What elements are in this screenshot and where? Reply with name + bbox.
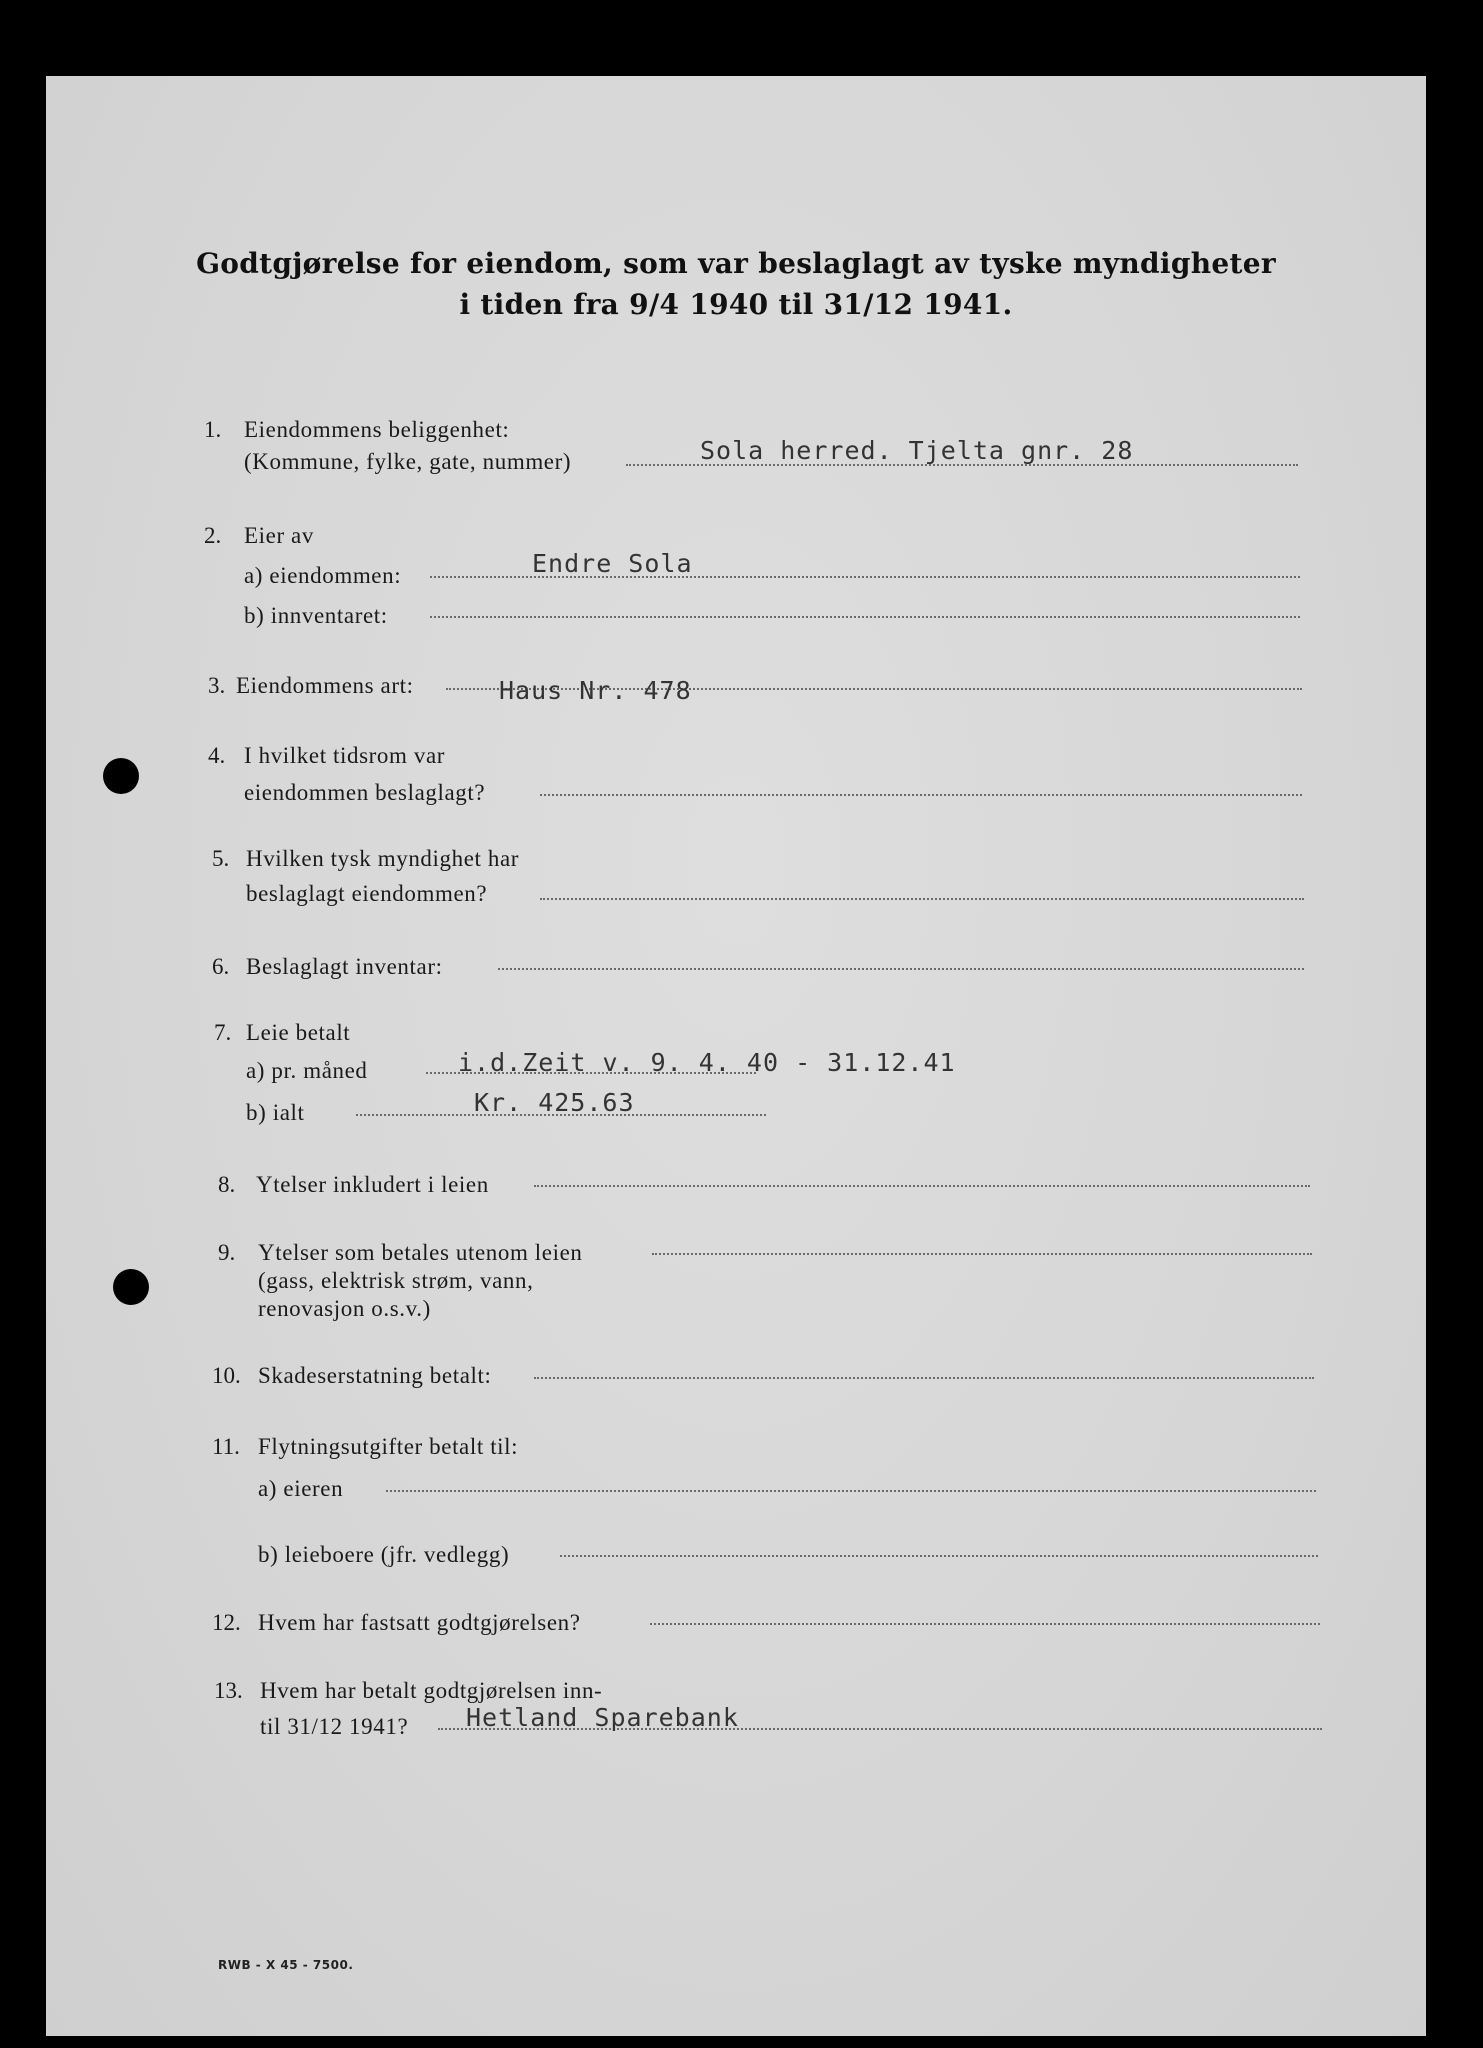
item-label: Hvilken tysk myndighet har xyxy=(246,846,520,871)
item-label: b) leieboere (jfr. vedlegg) xyxy=(258,1542,510,1567)
item-label: b) ialt xyxy=(246,1100,305,1125)
answer-line xyxy=(540,898,1304,900)
punch-hole xyxy=(113,1269,149,1305)
answer-text: Haus Nr. 478 xyxy=(499,676,692,705)
item-number: 1. xyxy=(204,417,222,442)
punch-hole xyxy=(103,758,139,794)
answer-line xyxy=(652,1253,1312,1255)
item-number: 3. xyxy=(208,673,226,698)
item-label: beslaglagt eiendommen? xyxy=(246,881,488,906)
answer-line xyxy=(498,968,1304,970)
item-number: 12. xyxy=(212,1610,241,1635)
item-number: 7. xyxy=(214,1020,232,1045)
item-label: Eiendommens art: xyxy=(236,673,414,698)
item-label: a) eieren xyxy=(258,1476,344,1501)
form-title: Godtgjørelse for eiendom, som var beslaglagt av tyske myndigheter xyxy=(196,247,1276,280)
item-label: Leie betalt xyxy=(246,1020,351,1045)
item-label: til 31/12 1941? xyxy=(260,1714,409,1739)
item-label: Eiendommens beliggenhet: xyxy=(244,417,510,442)
form-subtitle: i tiden fra 9/4 1940 til 31/12 1941. xyxy=(459,288,1013,321)
item-label: renovasjon o.s.v.) xyxy=(258,1296,431,1321)
item-label: Beslaglagt inventar: xyxy=(246,954,443,979)
item-label: Hvem har betalt godtgjørelsen inn- xyxy=(260,1678,603,1703)
item-number: 4. xyxy=(208,743,226,768)
item-label: Ytelser inkludert i leien xyxy=(256,1172,489,1197)
answer-text: Endre Sola xyxy=(532,549,693,578)
answer-text: i.d.Zeit v. 9. 4. 40 - 31.12.41 xyxy=(458,1048,956,1077)
item-number: 8. xyxy=(218,1172,236,1197)
item-label: Flytningsutgifter betalt til: xyxy=(258,1434,519,1459)
answer-line xyxy=(430,616,1300,618)
item-label: eiendommen beslaglagt? xyxy=(244,780,486,805)
answer-line xyxy=(540,794,1302,796)
answer-line xyxy=(386,1490,1316,1492)
answer-text: Kr. 425.63 xyxy=(474,1088,635,1117)
answer-line xyxy=(560,1555,1318,1557)
item-number: 6. xyxy=(212,954,230,979)
item-number: 2. xyxy=(204,523,222,548)
item-number: 10. xyxy=(212,1363,241,1388)
item-label: a) eiendommen: xyxy=(244,563,402,588)
form-code: RWB - X 45 - 7500. xyxy=(218,1958,354,1972)
item-number: 5. xyxy=(212,846,230,871)
item-label: I hvilket tidsrom var xyxy=(244,743,446,768)
form-page xyxy=(46,76,1426,2036)
item-number: 11. xyxy=(212,1434,240,1459)
item-label: (gass, elektrisk strøm, vann, xyxy=(258,1268,534,1293)
item-number: 9. xyxy=(218,1240,236,1265)
item-label: Ytelser som betales utenom leien xyxy=(258,1240,583,1265)
answer-text: Sola herred. Tjelta gnr. 28 xyxy=(700,436,1134,465)
answer-line xyxy=(534,1377,1314,1379)
item-label: Hvem har fastsatt godtgjørelsen? xyxy=(258,1610,581,1635)
item-label: Skadeserstatning betalt: xyxy=(258,1363,492,1388)
answer-line xyxy=(534,1185,1310,1187)
item-number: 13. xyxy=(214,1678,243,1703)
item-label: b) innventaret: xyxy=(244,603,388,628)
item-label: Eier av xyxy=(244,523,314,548)
item-label: a) pr. måned xyxy=(246,1058,368,1083)
item-label: (Kommune, fylke, gate, nummer) xyxy=(244,449,572,474)
answer-line xyxy=(650,1623,1320,1625)
answer-text: Hetland Sparebank xyxy=(466,1703,739,1732)
